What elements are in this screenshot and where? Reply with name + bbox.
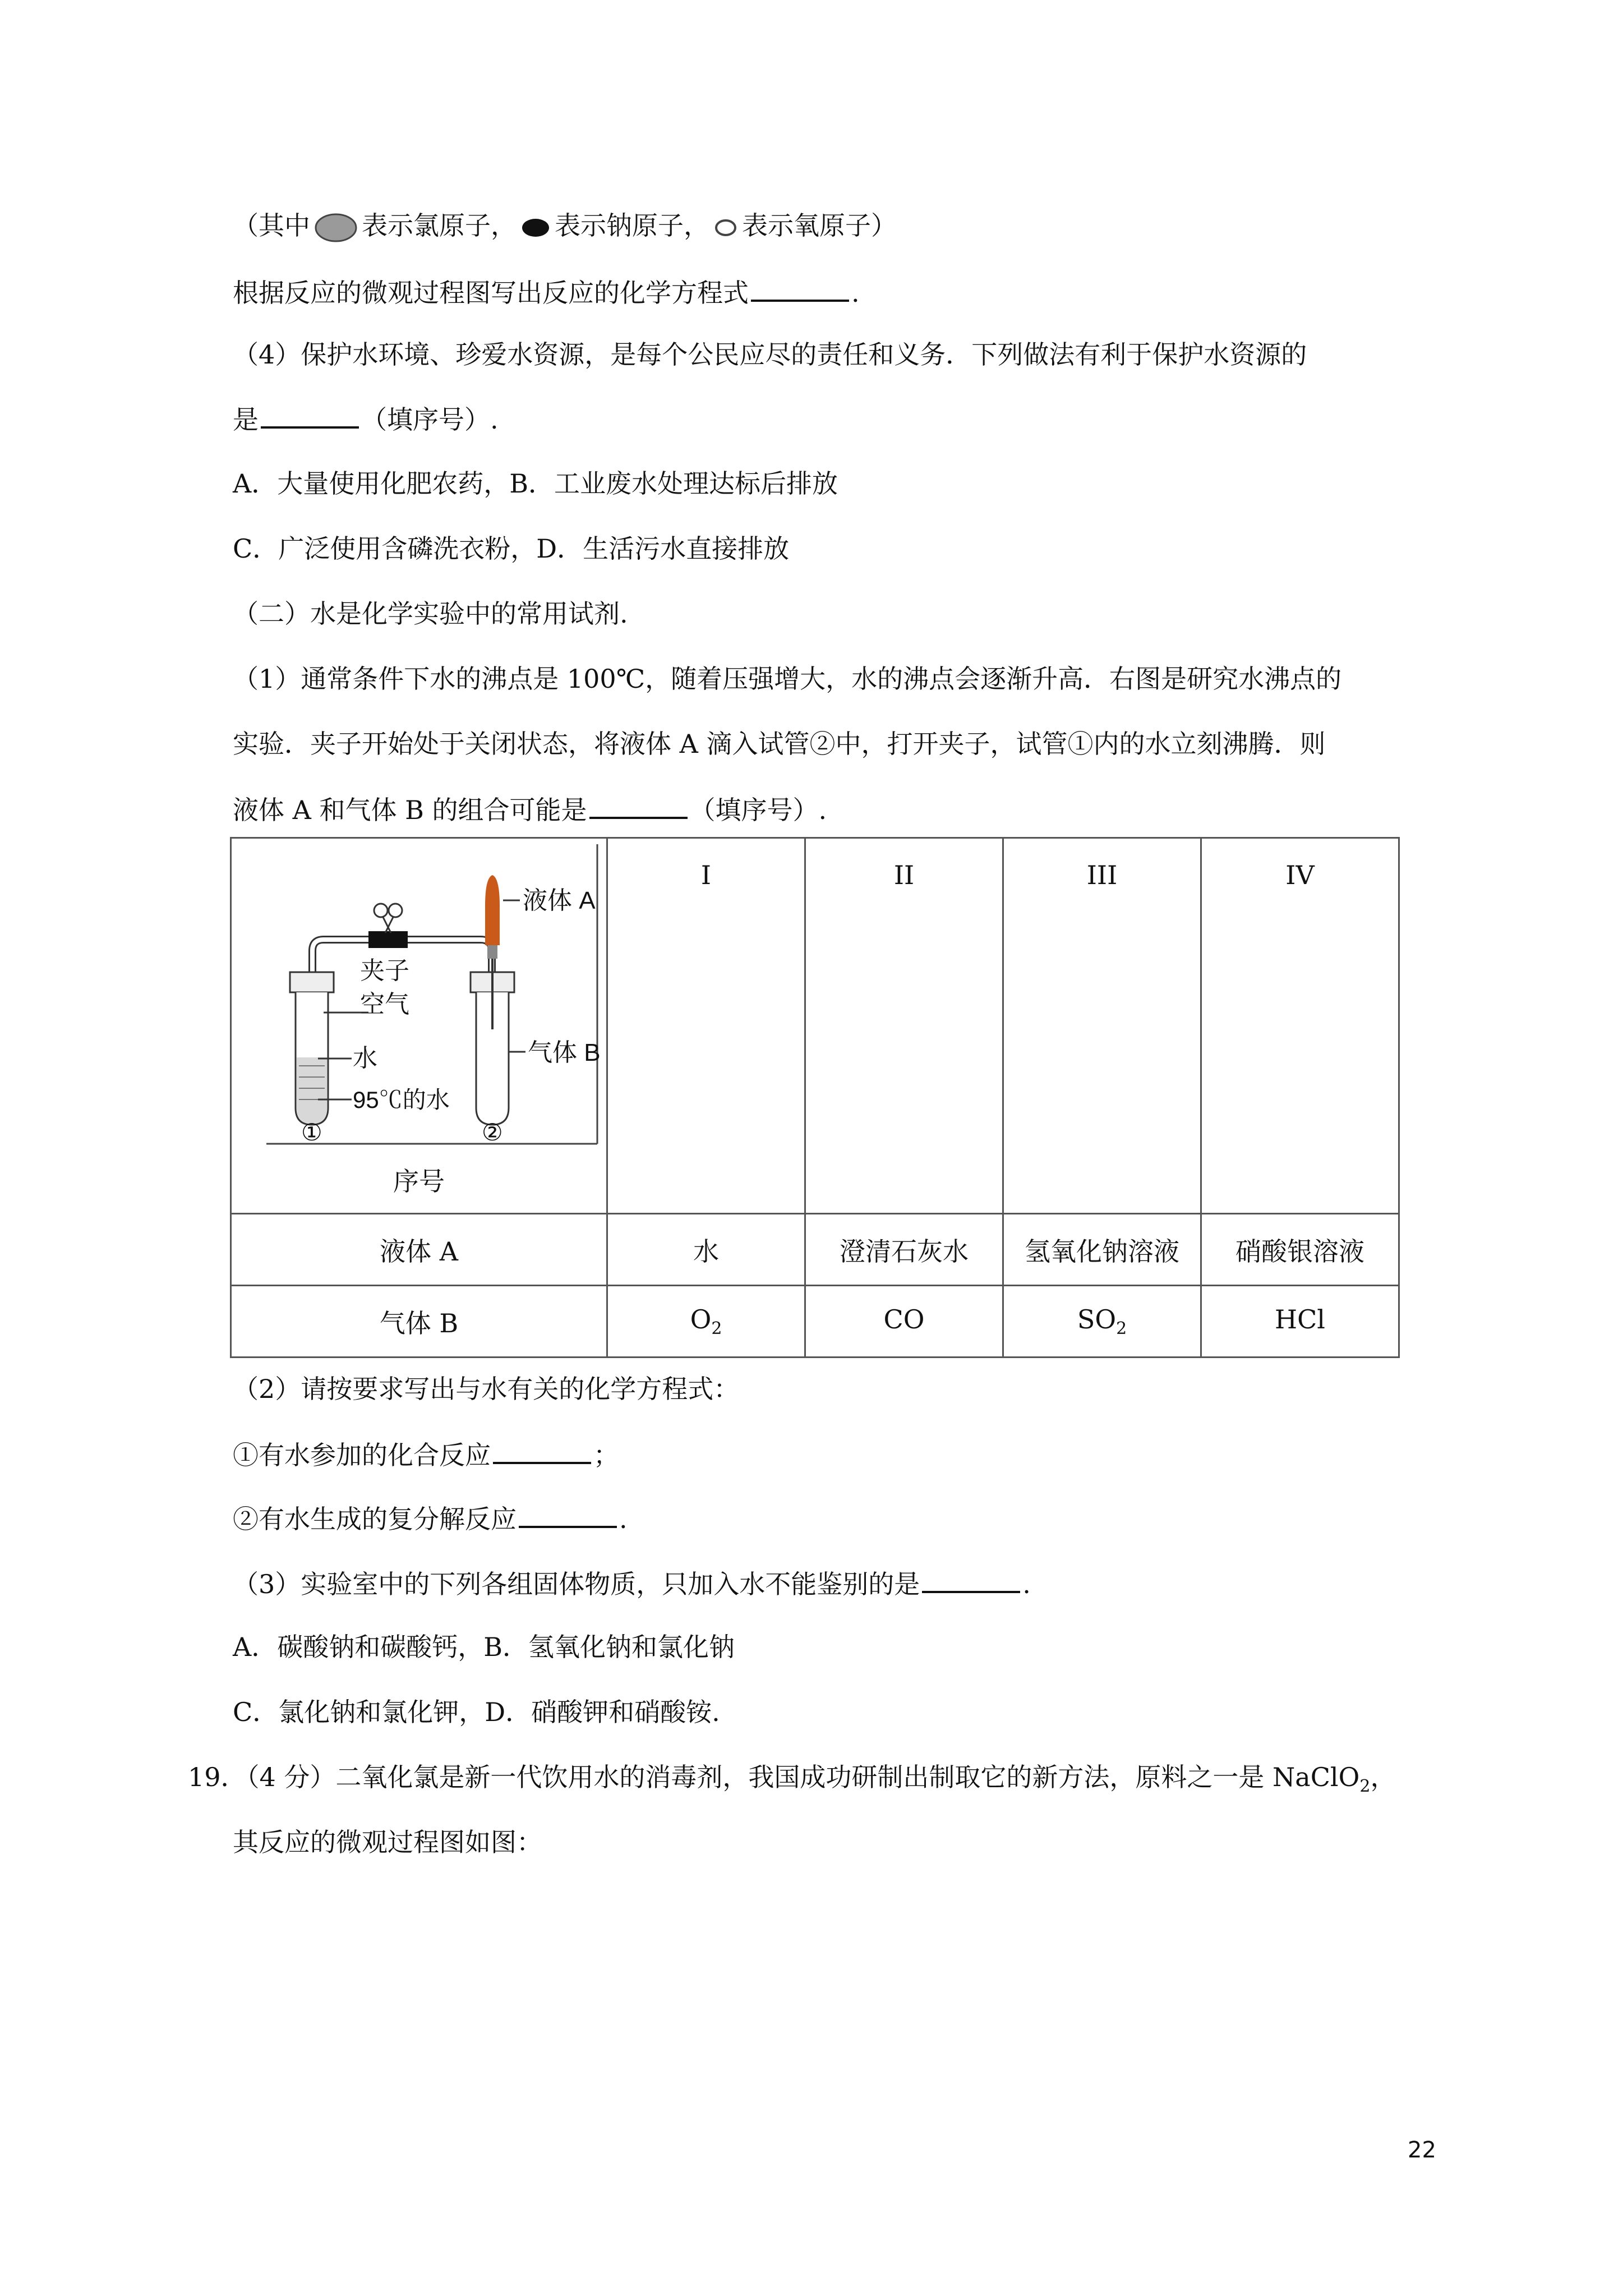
text-line-14: [233, 1630, 735, 1664]
l16-sub: 2: [1359, 1777, 1371, 1797]
l1-end: .: [851, 278, 860, 308]
l2-text: （4）保护水环境、珍爱水资源，是每个公民应尽的责任和义务．下列做法有利于保护水资源的: [233, 339, 1307, 370]
row-label-gas-b: 气体 B: [231, 1286, 607, 1358]
figure-label-tube1: ①: [301, 1119, 322, 1145]
text-line-13: [233, 1566, 1031, 1601]
figure-label-hot-water: 95℃的水: [353, 1087, 450, 1113]
l1-text: 根据反应的微观过程图写出反应的化学方程式: [233, 278, 749, 308]
atom-legend: [233, 209, 897, 243]
text-line-9: [233, 792, 827, 827]
text-line-16: [188, 1760, 1396, 1803]
answer-blank[interactable]: [519, 1501, 617, 1528]
text-line-8: [233, 727, 1325, 761]
figure-label-air: 空气: [360, 991, 409, 1018]
text-line-17: [233, 1825, 542, 1859]
cell-gas-b-2: CO: [805, 1286, 1003, 1358]
l9-text-b: （填序号）.: [689, 795, 827, 825]
clamp-icon: [368, 931, 408, 948]
text-line-2: [233, 338, 1307, 371]
legend-na-text: 表示钠原子，: [555, 210, 709, 241]
figure-label-liquid-a: 液体 A: [523, 887, 596, 914]
table-row-liquid-a: [231, 1214, 1399, 1286]
chlorine-atom-icon: [313, 212, 358, 243]
boiling-experiment-diagram: [234, 844, 604, 1147]
l12-text-b: .: [619, 1504, 628, 1534]
l12-text-a: ②有水生成的复分解反应: [233, 1504, 517, 1534]
figure-cell: [231, 838, 607, 1214]
oxygen-atom-icon: [713, 217, 739, 239]
l8-text: 实验．夹子开始处于关闭状态，将液体 A 滴入试管②中，打开夹子，试管①内的水立刻沸腾．则: [233, 729, 1326, 759]
l7-text: （1）通常条件下水的沸点是 100℃，随着压强增大，水的沸点会逐渐升高．右图是研究水沸点的: [233, 664, 1342, 694]
sodium-atom-icon: [520, 215, 551, 240]
l11-text-b: ；: [593, 1440, 619, 1470]
l16-text-b: ，: [1370, 1762, 1396, 1792]
cell-liquid-a-2: 澄清石灰水: [805, 1214, 1003, 1286]
table-header-label: 序号: [393, 1166, 445, 1197]
l11-text-a: ①有水参加的化合反应: [233, 1440, 491, 1470]
legend-o-text: 表示氧原子）: [742, 210, 897, 241]
col-header-2: [805, 838, 1003, 1214]
text-line-11: [233, 1437, 619, 1472]
l9-text-a: 液体 A 和气体 B 的组合可能是: [233, 795, 587, 825]
answer-blank[interactable]: [493, 1437, 591, 1464]
legend-open: （其中: [233, 210, 310, 241]
experiment-table: [230, 837, 1400, 1358]
col-header-4: [1201, 838, 1399, 1214]
legend-cl-text: 表示氯原子，: [362, 210, 517, 241]
figure-label-gas-b: 气体 B: [528, 1039, 601, 1066]
cell-liquid-a-4: 硝酸银溶液: [1201, 1214, 1399, 1286]
l15-text: C．氯化钠和氯化钾，D．硝酸钾和硝酸铵.: [233, 1697, 720, 1727]
l6-text: （二）水是化学实验中的常用试剂.: [233, 599, 628, 629]
answer-blank[interactable]: [261, 402, 359, 429]
cell-gas-b-4: HCl: [1201, 1286, 1399, 1358]
page-number: 22: [1408, 2137, 1436, 2163]
l13-text-a: （3）实验室中的下列各组固体物质，只加入水不能鉴别的是: [233, 1569, 920, 1599]
row-label-liquid-a: 液体 A: [231, 1214, 607, 1286]
col-1-label: I: [700, 860, 712, 890]
text-line-4: [233, 467, 838, 500]
l10-text: （2）请按要求写出与水有关的化学方程式：: [233, 1374, 740, 1404]
table-row-gas-b: [231, 1286, 1399, 1358]
l16-text-a: 19．（4 分）二氧化氯是新一代饮用水的消毒剂，我国成功研制出制取它的新方法，原料之一是 NaClO: [188, 1762, 1360, 1792]
text-line-6: [233, 597, 628, 631]
text-line-15: [233, 1695, 720, 1729]
col-2-label: II: [893, 860, 915, 890]
cell-gas-b-1: $O_2$: [607, 1286, 805, 1358]
l17-text: 其反应的微观过程图如图：: [233, 1827, 542, 1857]
text-line-10: [233, 1372, 739, 1406]
l14-text: A．碳酸钠和碳酸钙，B．氢氧化钠和氯化钠: [233, 1632, 735, 1662]
col-4-label: IV: [1285, 860, 1315, 890]
cell-liquid-a-1: 水: [607, 1214, 805, 1286]
figure-label-tube2: ②: [482, 1119, 503, 1145]
answer-blank[interactable]: [751, 275, 849, 302]
answer-blank[interactable]: [589, 792, 688, 819]
dropper-icon: [485, 875, 500, 945]
l3-text-b: （填序号）.: [361, 404, 499, 435]
text-line-3: [233, 402, 499, 436]
col-header-3: [1003, 838, 1201, 1214]
l3-text-a: 是: [233, 404, 259, 435]
col-3-label: III: [1086, 860, 1118, 890]
text-line-12: [233, 1501, 628, 1536]
l4-text: A．大量使用化肥农药，B．工业废水处理达标后排放: [233, 468, 838, 499]
text-line-7: [233, 662, 1341, 696]
text-line-1: [233, 275, 860, 310]
cell-liquid-a-3: 氢氧化钠溶液: [1003, 1214, 1201, 1286]
l5-text: C．广泛使用含磷洗衣粉，D．生活污水直接排放: [233, 533, 790, 564]
l13-text-b: .: [1022, 1569, 1031, 1599]
col-header-1: [607, 838, 805, 1214]
text-line-5: [233, 532, 789, 565]
cell-gas-b-3: $SO_2$: [1003, 1286, 1201, 1358]
figure-label-water: 水: [353, 1045, 377, 1072]
answer-blank[interactable]: [922, 1566, 1020, 1593]
figure-label-clamp: 夹子: [360, 957, 409, 984]
